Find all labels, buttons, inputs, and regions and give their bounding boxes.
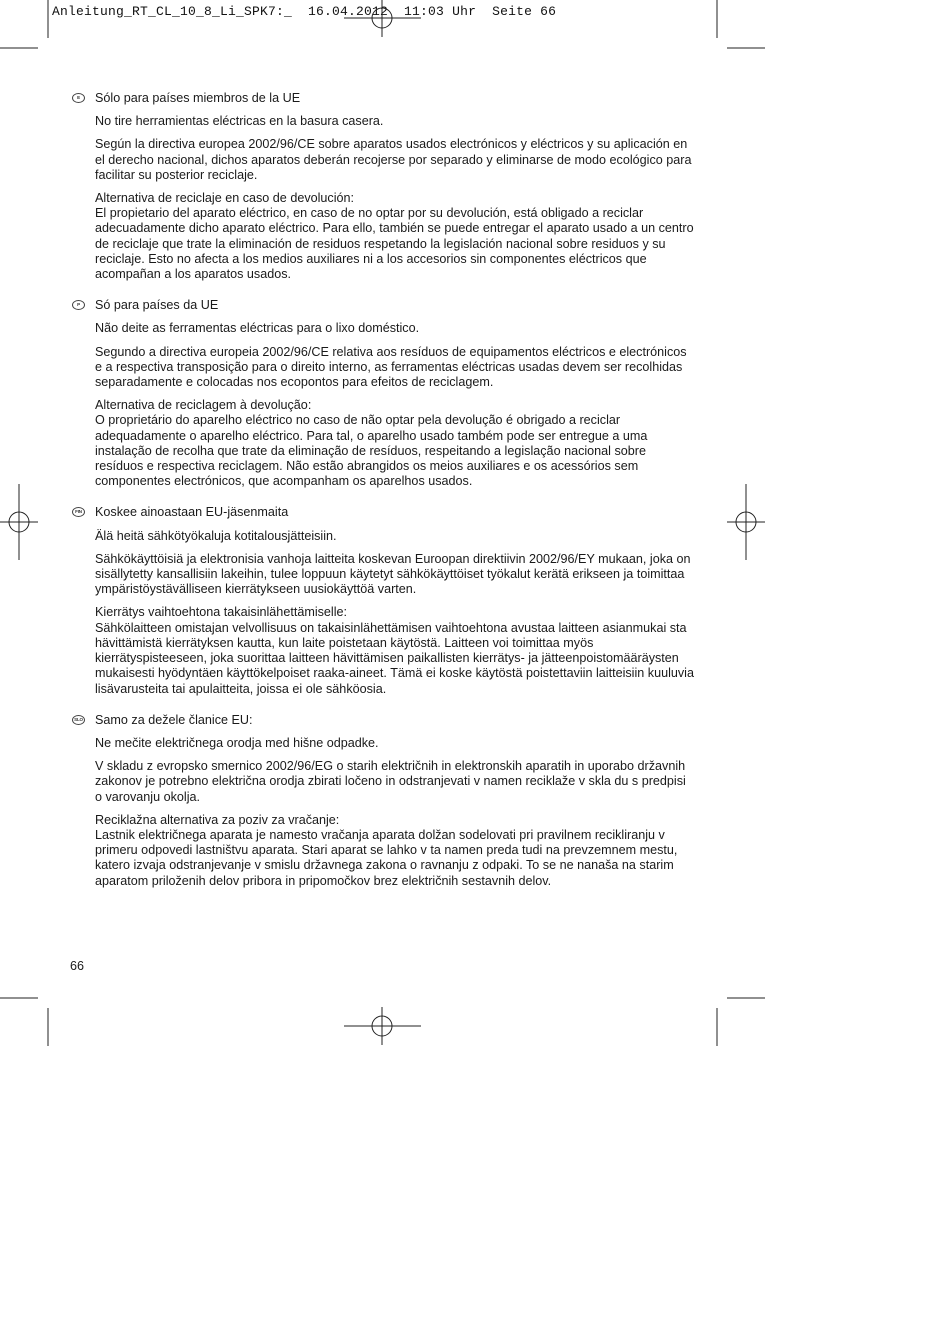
section-slovenian bbox=[74, 712, 695, 889]
recycling-alternative bbox=[95, 813, 695, 889]
section-spanish bbox=[77, 91, 695, 282]
registration-mark-right bbox=[727, 484, 765, 560]
recycling-heading: Alternativa de reciclagem à devolução: bbox=[95, 398, 312, 413]
section-portuguese bbox=[77, 298, 695, 489]
registration-mark-bottom bbox=[344, 1007, 421, 1045]
header-slug: Anleitung_RT_CL_10_8_Li_SPK7:_ 16.04.2012 11:03 Uhr Seite 66 bbox=[52, 4, 557, 19]
document-body bbox=[74, 91, 695, 905]
directive-paragraph: Según la directiva europea 2002/96/CE sobre aparatos usados electrónicos y eléctricos y su aplicación en el derecho nacional, dichos aparatos deberán recojerse por separado y eliminarse de modo ecológico para facilitar su posterior reciclaje. bbox=[95, 137, 692, 182]
recycling-alternative bbox=[95, 398, 695, 489]
recycling-body: Sähkölaitteen omistajan velvollisuus on takaisinlähettämisen vaihtoehtona avustaa laitteen asianmukai sta hävittämistä kierrätyksen kautta, kun laite poistetaan käytöstä. Laitteen voi toimittaa myös kierrätyspisteeseen, joka suorittaa laitteen hävittämisen paikallisten kierrätys- ja jätteenpoistomääräysten mukaisesti hyödyntäen käyttökelpoiset raaka-aineet. Tämä ei koske käytöstä poistettaviin laitteisiin kuuluvia lisävarusteita tai apulaitteita, joissa ei ole sähköosia. bbox=[95, 620, 694, 696]
recycling-heading: Reciklažna alternativa za poziv za vračanje: bbox=[95, 812, 340, 827]
disposal-instruction: Ne mečite električnega orodja med hišne odpadke. bbox=[95, 735, 379, 750]
language-badge-p: P bbox=[72, 300, 85, 310]
directive-paragraph: Sähkökäyttöisiä ja elektronisia vanhoja laitteita koskevan Euroopan direktiivin 2002/96/EY mukaan, joka on sisällytetty kansallisiin lakeihin, tulee loppuun käytetyt sähkökäyttöiset työkalut kerätä erikseen ja toimittaa ympäristöystävälliseen kierrätykseen uusiokäyttöä varten. bbox=[95, 551, 691, 597]
section-title: Só para países da UE bbox=[95, 298, 219, 313]
registration-mark-left bbox=[0, 484, 38, 560]
directive-paragraph: V skladu z evropsko smernico 2002/96/EG o starih električnih in elektronskih aparatih in uporabo državnih zakonov je potrebno električna orodja zbirati ločeno in odstranjevati v namen reciklaže v skla du s predpisi o varovanju okolja. bbox=[95, 759, 686, 804]
language-badge-fin: FIN bbox=[72, 507, 85, 517]
recycling-alternative bbox=[95, 191, 695, 282]
page-number: 66 bbox=[70, 959, 85, 973]
section-title: Koskee ainoastaan EU-jäsenmaita bbox=[95, 505, 289, 520]
section-title: Sólo para países miembros de la UE bbox=[95, 91, 301, 105]
recycling-alternative bbox=[95, 605, 695, 696]
directive-paragraph: Segundo a directiva europeia 2002/96/CE relativa aos resíduos de equipamentos eléctricos e electrónicos e a respectiva transposição para o direito interno, as ferramentas eléctricas usadas devem ser recolhidas separadamente e colocadas nos ecopontos para efeitos de reciclagem. bbox=[95, 344, 687, 390]
language-badge-slo: SLO bbox=[72, 715, 85, 725]
recycling-heading: Kierrätys vaihtoehtona takaisinlähettämiselle: bbox=[95, 605, 348, 620]
disposal-instruction: No tire herramientas eléctricas en la basura casera. bbox=[95, 114, 384, 129]
section-title: Samo za dežele članice EU: bbox=[95, 712, 253, 727]
disposal-instruction: Não deite as ferramentas eléctricas para o lixo doméstico. bbox=[95, 321, 420, 336]
registration-mark-top bbox=[344, 0, 421, 37]
language-badge-e: E bbox=[72, 93, 85, 103]
recycling-body: Lastnik električnega aparata je namesto vračanja aparata dolžan sodelovati pri pravilnem recikliranju v primeru odpovedi lastništvu aparata. Stari aparat se lahko v ta namen preda tudi na prevzemnem mestu, katero izvaja odstranjevanje v smislu državnega zakona o ravnanju z odpaki. To se ne nanaša na starim aparatom priloženih delov pribora in pripomočkov brez električnih sestavnih delov. bbox=[95, 827, 678, 888]
recycling-body: O proprietário do aparelho eléctrico no caso de não optar pela devolução é obrigado a reciclar adequadamente o aparelho eléctrico. Para tal, o aparelho usado também pode ser entregue a uma instalação de recolha que trate da eliminação de resíduos, respeitando a legislação nacional sobre resíduos e respectiva reciclagem. Não estão abrangidos os meios auxiliares e os acessórios sem componentes electrónicos, que acompanham os aparelhos usados. bbox=[95, 413, 648, 489]
disposal-instruction: Älä heitä sähkötyökaluja kotitalousjätteisiin. bbox=[95, 528, 337, 543]
section-finnish bbox=[75, 505, 695, 696]
recycling-heading: Alternativa de reciclaje en caso de devolución: bbox=[95, 191, 355, 206]
recycling-body: El propietario del aparato eléctrico, en caso de no optar por su devolución, está obligado a reciclar adecuadamente dicho aparato eléctrico. Para ello, también se puede entregar el aparato usado a un centro de reciclaje que trate la eliminación de residuos respetando la legislación nacional sobre residuos y su reciclaje. Esto no afecta a los medios auxiliares ni a los accesorios sin componentes eléctricos que acompañan a los aparatos usados. bbox=[95, 206, 694, 282]
